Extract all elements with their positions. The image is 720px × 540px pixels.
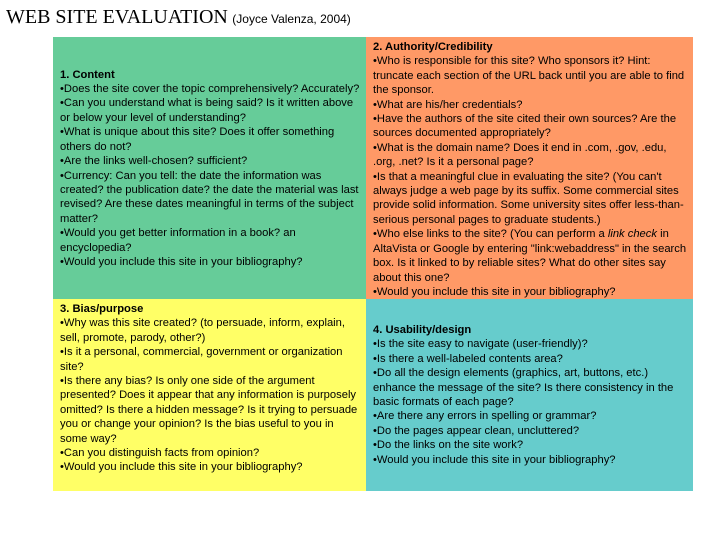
list-item: •Can you distinguish facts from opinion? [60, 447, 260, 460]
list-item: •What are his/her credentials? [373, 98, 523, 111]
list-item: •Do the links on the site work? [373, 439, 524, 452]
list-item: •Would you include this site in your bibliography? [373, 285, 616, 298]
quadrant-content [53, 37, 366, 299]
evaluation-grid [53, 37, 693, 491]
list-item: •Is the site easy to navigate (user-friendly)? [373, 338, 588, 351]
list-item: •Would you get better information in a book? an encyclopedia? [60, 227, 296, 254]
list-item: •Do all the design elements (graphics, art, buttons, etc.) enhance the message of the site? Is there consistency in the basic formats of each page? [373, 367, 674, 409]
page-title [6, 6, 351, 29]
quadrant-heading: 1. Content [60, 68, 115, 81]
list-item: •Do the pages appear clean, uncluttered? [373, 424, 580, 437]
list-item: •Would you include this site in your bibliography? [373, 453, 616, 466]
list-item: •Is there any bias? Is only one side of the argument presented? Does it appear that any information is purposely omitted? Is there a hidden message? Is it trying to persuade you or change your opinion? Is the bias useful to you in some way? [60, 375, 358, 445]
quadrant-heading: 3. Bias/purpose [60, 303, 144, 315]
quadrant-authority [366, 37, 693, 299]
list-item: •Is it a personal, commercial, government or organization site? [60, 346, 343, 373]
list-item: •Would you include this site in your bibliography? [60, 461, 303, 474]
list-item: •Can you understand what is being said? Is it written above or below your level of understanding? [60, 97, 354, 124]
list-item: •Is there a well-labeled contents area? [373, 352, 563, 365]
list-item: •Does the site cover the topic comprehensively? Accurately? [60, 83, 360, 96]
list-item: •What is unique about this site? Does it offer something others do not? [60, 126, 335, 153]
list-item: •Are the links well-chosen? sufficient? [60, 155, 248, 168]
quadrant-bias [53, 299, 366, 491]
quadrant-heading: 4. Usability/design [373, 324, 472, 336]
title-attribution: (Joyce Valenza, 2004) [232, 12, 351, 26]
list-item: •Have the authors of the site cited their own sources? Are the sources documented appropriately? [373, 113, 677, 140]
list-item: •Is that a meaningful clue in evaluating the site? (You can't always judge a web page by its suffix. Some commercial sites provide solid information. Some university sites offer less-than-serious personal pages to graduate students.) [373, 170, 684, 226]
list-item: •Are there any errors in spelling or grammar? [373, 410, 597, 423]
list-item: •What is the domain name? Does it end in .com, .gov, .edu, .org, .net? Is it a personal page? [373, 141, 667, 169]
title-main: WEB SITE EVALUATION [6, 6, 228, 28]
quadrant-usability [366, 299, 693, 491]
list-item: •Who else links to the site? (You can perform a link check in AltaVista or Google by entering "link:webaddress" in the search box. Is it linked to by reliable sites? What do other sites say about this one? [373, 228, 687, 284]
list-item: •Why was this site created? (to persuade, inform, explain, sell, promote, parody, other?) [60, 317, 345, 344]
list-item: •Who is responsible for this site? Who sponsors it? Hint: truncate each section of the URL back until you are able to find the sponsor. [373, 55, 685, 97]
list-item: •Would you include this site in your bibliography? [60, 255, 303, 268]
quadrant-heading: 2. Authority/Credibility [373, 41, 493, 53]
list-item: •Currency: Can you tell: the date the information was created? the publication date? the date the material was last revised? Are these dates meaningful in terms of the subject matter? [60, 169, 359, 225]
